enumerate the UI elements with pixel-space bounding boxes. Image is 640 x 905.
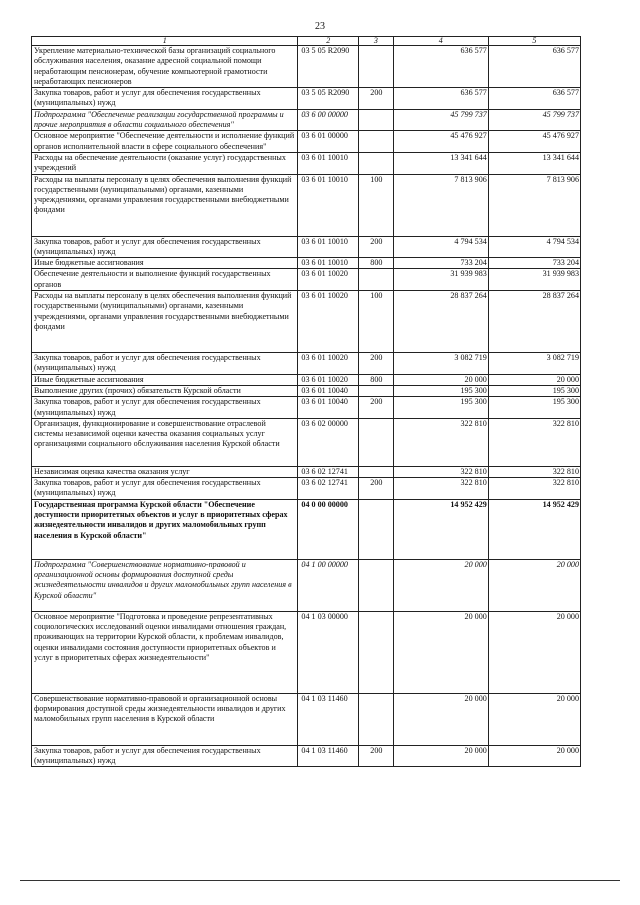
row-value-col4-cell: 7 813 906 [393, 174, 488, 236]
row-expense-type-cell [359, 418, 393, 466]
row-name-cell: Расходы на выплаты персоналу в целях обеспечения выполнения функций государственными (муниципальными) органами, казенными учреждениями, органами управления государственными внебюджетными фондами [32, 174, 298, 236]
row-value-col4-cell: 13 341 644 [393, 152, 488, 174]
row-code-cell: 03 6 02 12741 [298, 478, 359, 500]
page-number: 23 [315, 21, 325, 32]
row-code-cell: 03 6 01 10010 [298, 152, 359, 174]
page-bottom-rule [20, 880, 620, 881]
row-code-cell: 04 1 03 11460 [298, 693, 359, 745]
row-name-cell: Выполнение других (прочих) обязательств Курской области [32, 385, 298, 396]
row-value-col4-cell: 45 476 927 [393, 131, 488, 153]
row-value-col4-cell: 20 000 [393, 559, 488, 611]
table-row [32, 269, 581, 291]
row-value-col5-cell: 636 577 [488, 88, 580, 110]
row-expense-type-cell: 800 [359, 258, 393, 269]
row-expense-type-cell [359, 385, 393, 396]
table-row [32, 611, 581, 693]
row-value-col5-cell: 31 939 983 [488, 269, 580, 291]
row-value-col4-cell: 3 082 719 [393, 353, 488, 375]
row-name-cell: Закупка товаров, работ и услуг для обеспечения государственных (муниципальных) нужд [32, 478, 298, 500]
row-expense-type-cell: 200 [359, 236, 393, 258]
table-row [32, 109, 581, 131]
table-row [32, 88, 581, 110]
table-row [32, 46, 581, 88]
row-expense-type-cell [359, 152, 393, 174]
row-name-cell: Расходы на обеспечение деятельности (оказание услуг) государственных учреждений [32, 152, 298, 174]
row-expense-type-cell [359, 499, 393, 559]
table-row [32, 418, 581, 466]
row-code-cell: 03 6 01 10010 [298, 174, 359, 236]
table-row [32, 478, 581, 500]
row-expense-type-cell [359, 109, 393, 131]
row-expense-type-cell [359, 46, 393, 88]
row-expense-type-cell: 200 [359, 88, 393, 110]
row-expense-type-cell: 100 [359, 174, 393, 236]
row-code-cell: 03 6 01 10010 [298, 236, 359, 258]
row-name-cell: Независимая оценка качества оказания услуг [32, 466, 298, 477]
row-expense-type-cell: 200 [359, 397, 393, 419]
row-name-cell: Закупка товаров, работ и услуг для обеспечения государственных (муниципальных) нужд [32, 353, 298, 375]
row-code-cell: 03 6 01 10020 [298, 291, 359, 353]
table-row [32, 236, 581, 258]
row-code-cell: 03 5 05 R2090 [298, 46, 359, 88]
row-expense-type-cell [359, 611, 393, 693]
table-row [32, 499, 581, 559]
row-expense-type-cell: 200 [359, 478, 393, 500]
row-code-cell: 03 6 01 10020 [298, 374, 359, 385]
table-row [32, 385, 581, 396]
row-name-cell: Расходы на выплаты персоналу в целях обеспечения выполнения функций государственными (муниципальными) органами, казенными учреждениями, органами управления государственными внебюджетными фондами [32, 291, 298, 353]
row-name-cell: Закупка товаров, работ и услуг для обеспечения государственных (муниципальных) нужд [32, 236, 298, 258]
row-expense-type-cell [359, 269, 393, 291]
row-value-col4-cell: 322 810 [393, 418, 488, 466]
row-expense-type-cell [359, 131, 393, 153]
table-row [32, 559, 581, 611]
column-header: 3 [359, 37, 393, 46]
table-row [32, 397, 581, 419]
row-value-col4-cell: 20 000 [393, 693, 488, 745]
row-value-col4-cell: 14 952 429 [393, 499, 488, 559]
row-value-col5-cell: 20 000 [488, 559, 580, 611]
row-value-col5-cell: 14 952 429 [488, 499, 580, 559]
row-code-cell: 04 1 00 00000 [298, 559, 359, 611]
row-name-cell: Подпрограмма "Совершенствование нормативно-правовой и организационной основы формирования доступной среды жизнедеятельности инвалидов и других маломобильных групп населения в Курской области" [32, 559, 298, 611]
row-code-cell: 03 6 02 12741 [298, 466, 359, 477]
row-value-col5-cell: 45 476 927 [488, 131, 580, 153]
column-header: 1 [32, 37, 298, 46]
row-code-cell: 03 6 01 10020 [298, 353, 359, 375]
row-value-col4-cell: 195 300 [393, 397, 488, 419]
row-expense-type-cell: 100 [359, 291, 393, 353]
row-value-col4-cell: 20 000 [393, 374, 488, 385]
row-value-col5-cell: 7 813 906 [488, 174, 580, 236]
table-row [32, 693, 581, 745]
row-value-col5-cell: 20 000 [488, 611, 580, 693]
row-expense-type-cell [359, 466, 393, 477]
row-value-col4-cell: 322 810 [393, 466, 488, 477]
row-expense-type-cell: 800 [359, 374, 393, 385]
row-name-cell: Иные бюджетные ассигнования [32, 374, 298, 385]
row-name-cell: Основное мероприятие "Обеспечение деятельности и исполнение функций органов исполнительной власти в сфере социального обеспечения" [32, 131, 298, 153]
table-row [32, 374, 581, 385]
row-value-col4-cell: 636 577 [393, 88, 488, 110]
budget-table [31, 36, 581, 767]
row-value-col5-cell: 20 000 [488, 693, 580, 745]
row-code-cell: 03 6 02 00000 [298, 418, 359, 466]
column-number-row [32, 37, 581, 46]
table-row [32, 291, 581, 353]
row-value-col5-cell: 636 577 [488, 46, 580, 88]
row-value-col5-cell: 733 204 [488, 258, 580, 269]
row-value-col4-cell: 20 000 [393, 611, 488, 693]
row-code-cell: 04 1 03 00000 [298, 611, 359, 693]
row-value-col5-cell: 20 000 [488, 374, 580, 385]
table-row [32, 174, 581, 236]
row-value-col5-cell: 322 810 [488, 418, 580, 466]
row-value-col5-cell: 322 810 [488, 466, 580, 477]
row-value-col5-cell: 195 300 [488, 397, 580, 419]
row-name-cell: Обеспечение деятельности и выполнение функций государственных органов [32, 269, 298, 291]
row-name-cell: Закупка товаров, работ и услуг для обеспечения государственных (муниципальных) нужд [32, 745, 298, 767]
column-header: 2 [298, 37, 359, 46]
row-value-col5-cell: 3 082 719 [488, 353, 580, 375]
row-value-col5-cell: 4 794 534 [488, 236, 580, 258]
row-name-cell: Совершенствование нормативно-правовой и организационной основы формирования доступной среды жизнедеятельности инвалидов и других маломобильных групп населения в Курской области [32, 693, 298, 745]
row-value-col4-cell: 636 577 [393, 46, 488, 88]
row-code-cell: 04 1 03 11460 [298, 745, 359, 767]
row-value-col4-cell: 28 837 264 [393, 291, 488, 353]
row-expense-type-cell: 200 [359, 353, 393, 375]
row-code-cell: 04 0 00 00000 [298, 499, 359, 559]
column-header: 5 [488, 37, 580, 46]
row-value-col5-cell: 45 799 737 [488, 109, 580, 131]
row-expense-type-cell [359, 693, 393, 745]
table-row [32, 466, 581, 477]
table-row [32, 353, 581, 375]
table-row [32, 152, 581, 174]
row-value-col5-cell: 13 341 644 [488, 152, 580, 174]
table-row [32, 131, 581, 153]
row-code-cell: 03 6 01 10040 [298, 385, 359, 396]
row-value-col4-cell: 733 204 [393, 258, 488, 269]
row-value-col5-cell: 28 837 264 [488, 291, 580, 353]
row-code-cell: 03 6 01 10020 [298, 269, 359, 291]
table-body [32, 46, 581, 767]
table-row [32, 745, 581, 767]
row-value-col4-cell: 20 000 [393, 745, 488, 767]
row-name-cell: Закупка товаров, работ и услуг для обеспечения государственных (муниципальных) нужд [32, 88, 298, 110]
row-expense-type-cell: 200 [359, 745, 393, 767]
row-name-cell: Подпрограмма "Обеспечение реализации государственной программы и прочие мероприятия в области социального обеспечения" [32, 109, 298, 131]
row-code-cell: 03 6 00 00000 [298, 109, 359, 131]
row-code-cell: 03 6 01 10040 [298, 397, 359, 419]
row-name-cell: Основное мероприятие "Подготовка и проведение репрезентативных социологических исследований оценки инвалидами отношения граждан, проживающих на территории Курской области, к проблемам инвалидов, оценки инвалидами состояния доступности приоритетных объектов и услуг в приоритетных сферах жизнедеятельности" [32, 611, 298, 693]
row-name-cell: Организация, функционирование и совершенствование отраслевой системы независимой оценки качества оказания социальных услуг организациями социального обслуживания населения Курской области [32, 418, 298, 466]
row-name-cell: Закупка товаров, работ и услуг для обеспечения государственных (муниципальных) нужд [32, 397, 298, 419]
row-code-cell: 03 5 05 R2090 [298, 88, 359, 110]
row-value-col4-cell: 31 939 983 [393, 269, 488, 291]
row-name-cell: Иные бюджетные ассигнования [32, 258, 298, 269]
row-name-cell: Государственная программа Курской области "Обеспечение доступности приоритетных объектов и услуг в приоритетных сферах жизнедеятельности инвалидов и других маломобильных групп населения в Курской области" [32, 499, 298, 559]
row-value-col4-cell: 4 794 534 [393, 236, 488, 258]
row-value-col5-cell: 195 300 [488, 385, 580, 396]
table-row [32, 258, 581, 269]
row-name-cell: Укрепление материально-технической базы организаций социального обслуживания населения, оказание адресной социальной помощи неработающим пенсионерам, обучение компьютерной грамотности неработающих пенсионеров [32, 46, 298, 88]
column-header: 4 [393, 37, 488, 46]
row-expense-type-cell [359, 559, 393, 611]
row-value-col5-cell: 20 000 [488, 745, 580, 767]
row-value-col4-cell: 195 300 [393, 385, 488, 396]
row-value-col4-cell: 322 810 [393, 478, 488, 500]
row-value-col5-cell: 322 810 [488, 478, 580, 500]
row-code-cell: 03 6 01 00000 [298, 131, 359, 153]
row-value-col4-cell: 45 799 737 [393, 109, 488, 131]
row-code-cell: 03 6 01 10010 [298, 258, 359, 269]
